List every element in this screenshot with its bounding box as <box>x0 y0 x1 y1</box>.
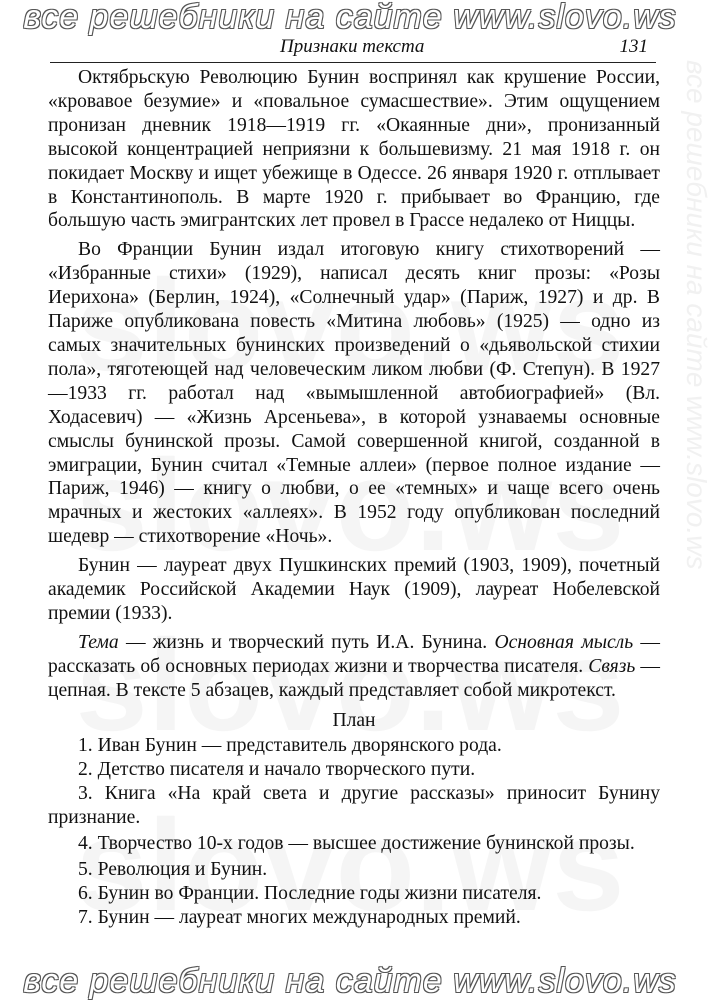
page-number: 131 <box>619 36 648 57</box>
page-header <box>50 36 656 63</box>
paragraph: Октябрьскую Революцию Бунин воспринял как крушение России, «кровавое безумие» и «повальное сумасшествие». Этим ощущением пронизан дневник 1918—1919 гг. «Окаянные дни», пронизанный высокой концентрацией неприязни к большевизму. 21 мая 1918 г. он покидает Москву и ищет убежище в Одессе. 26 января 1920 г. отплывает в Константинополь. В марте 1920 г. прибывает во Францию, где большую часть эмигрантских лет провел в Грассе недалеко от Ниццы. <box>48 67 660 232</box>
watermark-side: все решебники на сайте www.slovo.ws <box>681 60 712 570</box>
plan-item: 2. Детство писателя и начало творческого пути. <box>78 759 476 781</box>
plan-title: План <box>332 709 376 731</box>
running-title: Признаки текста <box>280 36 425 57</box>
link-label: Связь <box>588 655 636 677</box>
watermark-top: все решебники на сайте www.slovo.ws <box>23 0 677 36</box>
theme-text: — жизнь и творческий путь И.А. Бунина. <box>118 631 495 653</box>
link-text: — цепная. В тексте 5 абзацев, каждый представляет собой микротекст. <box>48 655 660 701</box>
paragraph: Бунин — лауреат двух Пушкинских премий (1903, 1909), почетный академик Российской Академии Наук (1909), лауреат Нобелевской премии (1933). <box>48 555 660 624</box>
watermark-bottom: все решебники на сайте www.slovo.ws <box>23 962 677 1000</box>
paragraph: Во Франции Бунин издал итоговую книгу стихотворений — «Избранные стихи» (1929), написал десять книг прозы: «Розы Иерихона» (Берлин, 1924), «Солнечный удар» (Париж, 1927) и др. В Париже опубликована повесть «Митина любовь» (1925) — одно из самых значительных бунинских произведений о «дьявольской стихии пола», тяготеющей над человеческим ликом любви (Ф. Степун). В 1927—1933 гг. работал над «вымышленной автобиографией» (Вл. Ходасевич) — «Жизнь Арсеньева», в которой узнаваемы основные смыслы бунинской прозы. Самой совершенной книгой, созданной в эмиграции, Бунин считал «Темные аллеи» (первое полное издание — Париж, 1946) — книгу о любви, о ее «темных» и чаще всего очень мрачных и жестоких «аллеях». В 1952 году опубликован последний шедевр — стихотворение «Ночь». <box>48 239 660 548</box>
plan-item: 1. Иван Бунин — представитель дворянского рода. <box>78 735 502 757</box>
page-content <box>48 66 660 930</box>
idea-label: Основная мысль <box>494 631 634 653</box>
theme-label: Тема <box>78 631 119 653</box>
plan-item: 5. Революция и Бунин. <box>78 859 268 880</box>
idea-text: — рассказать об основных периодах жизни и творчества писателя. <box>48 631 660 677</box>
plan-item: 3. Книга «На край света и другие рассказы» приносит Бунину признание. <box>48 783 660 829</box>
plan-item: 6. Бунин во Франции. Последние годы жизни писателя. <box>78 882 542 904</box>
plan-item: 7. Бунин — лауреат многих международных премий. <box>78 906 521 928</box>
theme-paragraph <box>48 631 660 703</box>
plan-item: 4. Творчество 10-х годов — высшее достижение бунинской прозы. <box>78 833 635 855</box>
